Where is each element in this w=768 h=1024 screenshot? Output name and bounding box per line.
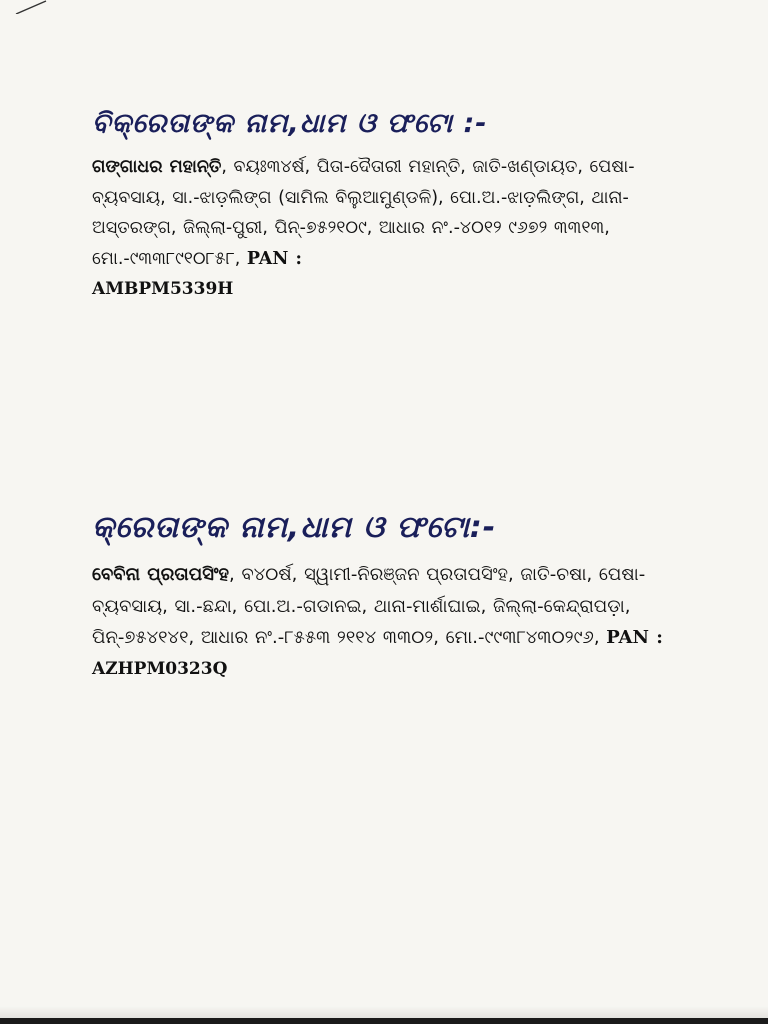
buyer-name: ବେବିନା ପ୍ରତାପସିଂହ — [92, 564, 230, 585]
page-bottom-shadow — [0, 1006, 768, 1018]
buyer-pan-value: AZHPM0323Q — [92, 658, 228, 679]
buyer-section — [92, 510, 682, 685]
scan-corner-mark — [14, 0, 48, 14]
buyer-heading: କ୍ରେତାଙ୍କ ନାମ,ଧାମ ଓ ଫଟୋ:- — [92, 510, 497, 545]
seller-heading: ବିକ୍ରେତାଙ୍କ ନାମ,ଧାମ ଓ ଫଟୋ :- — [92, 108, 488, 139]
buyer-details — [92, 559, 682, 685]
buyer-pan-label: PAN : — [606, 627, 663, 648]
seller-pan-label: PAN : — [246, 248, 302, 269]
seller-section — [92, 108, 682, 305]
seller-detail-text: , ବୟଃ୩୪ର୍ଷ, ପିତା-ଦୈତାରୀ ମହାନ୍ତି, ଜାତି-ଖଣ୍ଡାୟତ, ପେଷା-ବ୍ୟବସାୟ, ସା.-ଝାଡ଼ଲିଙ୍ଗ (ସାମିଲ ବିଲୁଆମୁଣ୍ଡଳି), ପୋ.ଅ.-ଝାଡ଼ଲିଙ୍ଗ, ଥାନା-ଅସ୍ତରଙ୍ଗ, ଜିଲ୍ଲା-ପୁରୀ, ପିନ୍-୭୫୨୧୦୯, ଆଧାର ନଂ.-୪୦୧୨ ୯୬୭୨ ୩୩୧୩, ମୋ.-୯୩୩୮୯୧୦୮୫୮, — [92, 157, 635, 269]
page-bottom-edge — [0, 1018, 768, 1024]
buyer-detail-text: , ବ୪୦ର୍ଷ, ସ୍ୱାମୀ-ନିରଞ୍ଜନ ପ୍ରତାପସିଂହ, ଜାତି-ଚଷା, ପେଷା-ବ୍ୟବସାୟ, ସା.-ଛନ୍ଦା, ପୋ.ଅ.-ଗଡାନଇ, ଥାନା-ମାର୍ଶାଘାଇ, ଜିଲ୍ଲା-କେନ୍ଦ୍ରାପଡ଼ା, ପିନ୍-୭୫୪୧୪୧, ଆଧାର ନଂ.-୮୫୫୩ ୨୧୧୪ ୩୩୦୨, ମୋ.-୯୯୩୮୪୩୦୨୯୬, — [92, 564, 646, 648]
seller-pan-value: AMBPM5339H — [92, 279, 234, 299]
seller-name: ଗଙ୍ଗାଧର ମହାନ୍ତି — [92, 157, 222, 177]
seller-details — [92, 152, 682, 305]
